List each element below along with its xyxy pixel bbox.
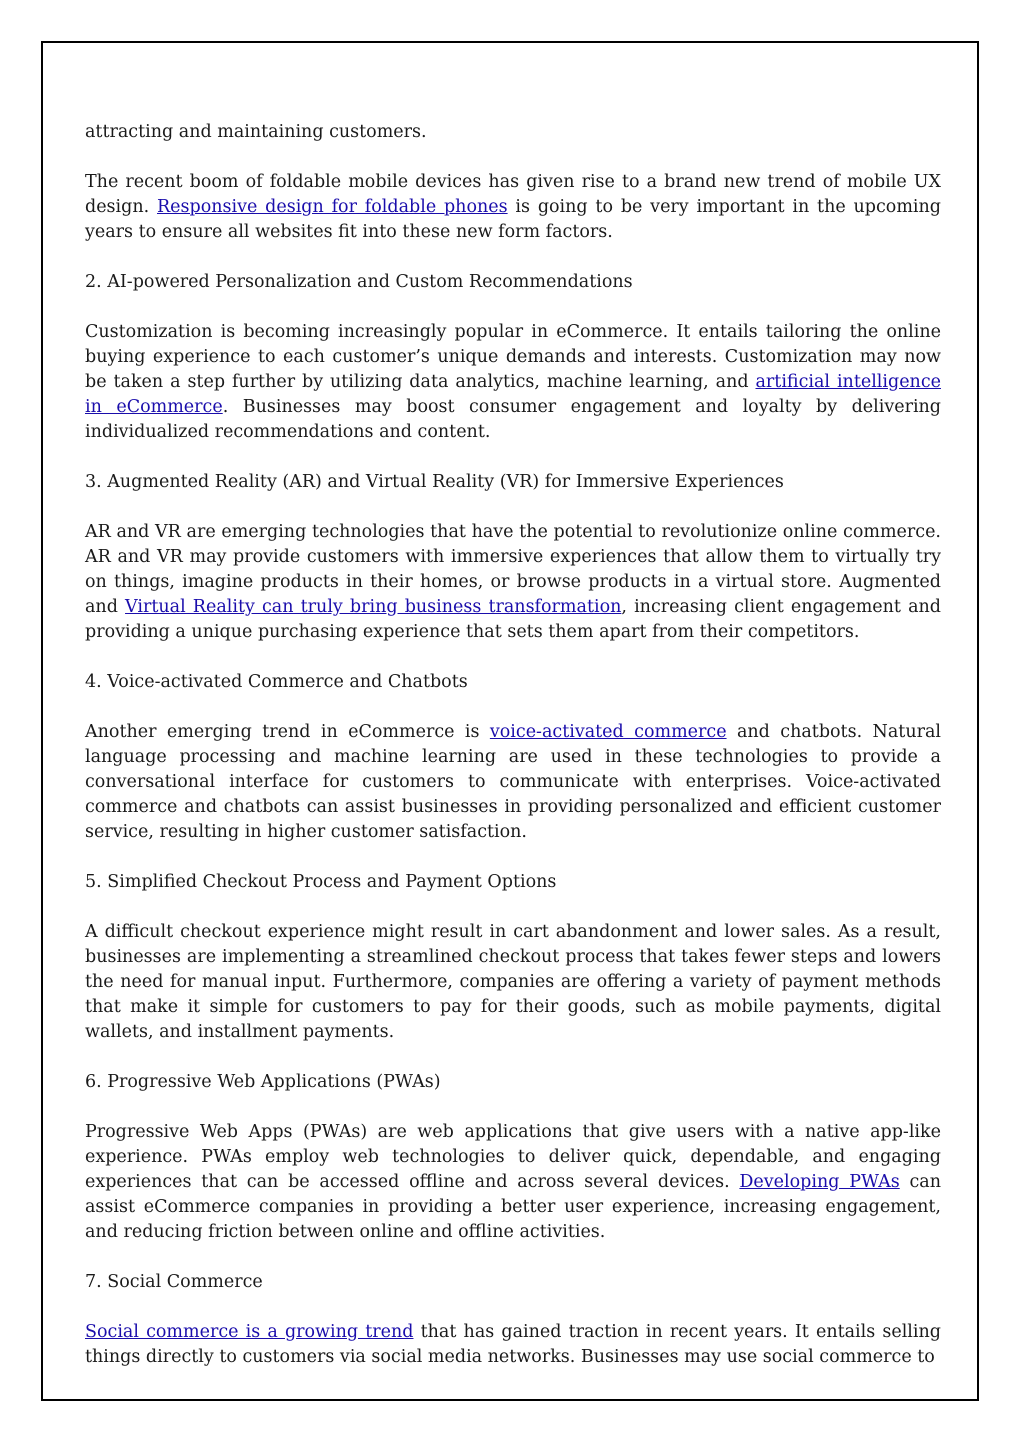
- page-frame: [41, 41, 979, 1401]
- paragraph-text: . Businesses may boost consumer engagement and loyalty by delivering individualized recommendations and content.: [85, 397, 942, 442]
- heading-ar-vr: 3. Augmented Reality (AR) and Virtual Reality (VR) for Immersive Experiences: [85, 472, 784, 492]
- paragraph-text: that has gained traction in recent years. It entails selling things directly to customers via social media networks. Businesses may use social commerce to: [85, 1322, 941, 1367]
- paragraph-text: and chatbots. Natural language processing and machine learning are used in these technologies to provide a conversational interface for customers to communicate with enterprises. Voice-activated commerce and chatbots can assist businesses in providing personalized and efficient customer service, resulting in higher customer satisfaction.: [85, 722, 941, 842]
- link-virtual-reality[interactable]: Virtual Reality can truly bring business transformation: [125, 597, 622, 617]
- paragraph-text: can assist eCommerce companies in providing a better user experience, increasing engagement, and reducing friction between online and offline activities.: [85, 1172, 941, 1242]
- link-ai-ecommerce[interactable]: artificial intelligence in eCommerce: [85, 372, 941, 417]
- heading-pwa: 6. Progressive Web Applications (PWAs): [85, 1072, 441, 1092]
- heading-ai-personalization: 2. AI-powered Personalization and Custom Recommendations: [85, 272, 633, 292]
- link-social-commerce[interactable]: Social commerce is a growing trend: [85, 1322, 414, 1342]
- link-voice-activated-commerce[interactable]: voice-activated commerce: [489, 722, 727, 742]
- paragraph-text: attracting and maintaining customers.: [85, 122, 427, 142]
- paragraph-customization: [85, 320, 941, 445]
- paragraph-foldable: [85, 170, 941, 245]
- paragraph-text: is going to be very important in the upcoming years to ensure all websites fit into these new form factors.: [85, 197, 941, 242]
- paragraph-text: Customization is becoming increasingly popular in eCommerce. It entails tailoring the online buying experience to each customer’s unique demands and interests. Customization may now be taken a step further by utilizing data analytics, machine learning, and: [85, 322, 941, 392]
- paragraph-text: Progressive Web Apps (PWAs) are web applications that give users with a native app-like experience. PWAs employ web technologies to deliver quick, dependable, and engaging experiences that can be accessed offline and across several devices.: [85, 1122, 941, 1192]
- paragraph-text: Another emerging trend in eCommerce is: [85, 722, 490, 742]
- paragraph-voice-commerce: [85, 720, 941, 845]
- paragraph-ar-vr: [85, 520, 941, 645]
- paragraph-social-commerce: [85, 1320, 941, 1370]
- heading-checkout: 5. Simplified Checkout Process and Payment Options: [85, 872, 557, 892]
- paragraph-intro-end: [85, 120, 941, 145]
- link-responsive-design[interactable]: Responsive design for foldable phones: [157, 197, 508, 217]
- heading-voice-commerce: 4. Voice-activated Commerce and Chatbots: [85, 672, 468, 692]
- paragraph-checkout: A difficult checkout experience might result in cart abandonment and lower sales. As a result, businesses are implementing a streamlined checkout process that takes fewer steps and lowers the need for manual input. Furthermore, companies are offering a variety of payment methods that make it simple for customers to pay for their goods, such as mobile payments, digital wallets, and installment payments.: [85, 922, 941, 1042]
- document-body: [85, 120, 941, 1395]
- link-developing-pwas[interactable]: Developing PWAs: [739, 1172, 900, 1192]
- paragraph-text: AR and VR are emerging technologies that have the potential to revolutionize online commerce. AR and VR may provide customers with immersive experiences that allow them to virtually try on things, imagine products in their homes, or browse products in a virtual store. Augmented and: [85, 522, 941, 617]
- heading-social-commerce: 7. Social Commerce: [85, 1272, 263, 1292]
- paragraph-pwa: [85, 1120, 941, 1245]
- paragraph-text: The recent boom of foldable mobile devices has given rise to a brand new trend of mobile UX design.: [85, 172, 941, 217]
- paragraph-text: , increasing client engagement and providing a unique purchasing experience that sets them apart from their competitors.: [85, 597, 941, 642]
